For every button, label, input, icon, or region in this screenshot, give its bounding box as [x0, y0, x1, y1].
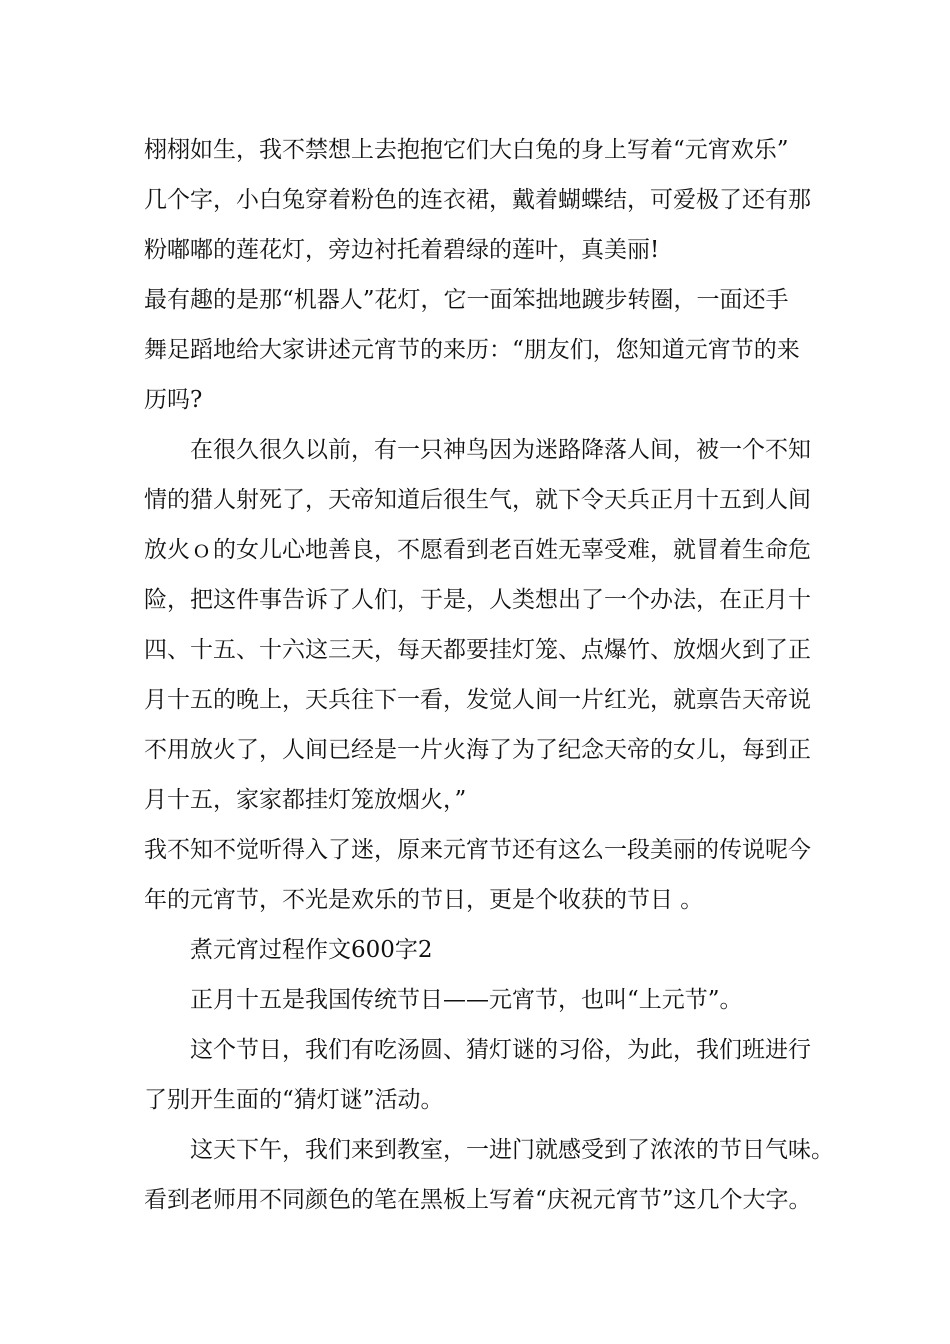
text-line: 情的猎人射死了，天帝知道后很生气，就下令天兵正月十五到人间 [144, 487, 811, 513]
text-line: 这个节日，我们有吃汤圆、猜灯谜的习俗，为此，我们班进行 [190, 1037, 811, 1063]
text-line: 险，把这件事告诉了人们，于是，人类想出了一个办法，在正月十 [144, 587, 811, 613]
text-line: 不用放火了，人间已经是一片火海了为了纪念天帝的女儿，每到正 [144, 737, 811, 763]
text-line: 放火ｏ的女儿心地善良，不愿看到老百姓无辜受难，就冒着生命危 [144, 537, 811, 563]
text-line: 在很久很久以前，有一只神鸟因为迷路降落人间，被一个不知 [190, 437, 811, 463]
text-line: 几个字，小白兔穿着粉色的连衣裙，戴着蝴蝶结，可爱极了还有那 [144, 187, 811, 213]
text-line: 月十五，家家都挂灯笼放烟火，” [144, 787, 467, 813]
text-line: 最有趣的是那“机器人”花灯，它一面笨拙地踱步转圈，一面还手 [144, 287, 789, 313]
text-line: 看到老师用不同颜色的笔在黑板上写着“庆祝元宵节”这几个大字。 [144, 1187, 812, 1213]
text-line: 历吗? [144, 387, 203, 413]
text-line: 栩栩如生，我不禁想上去抱抱它们大白兔的身上写着“元宵欢乐” [144, 137, 789, 163]
text-line: 月十五的晚上，天兵往下一看，发觉人间一片红光，就禀告天帝说 [144, 687, 811, 713]
text-line: 年的元宵节，不光是欢乐的节日，更是个收获的节日 。 [144, 887, 704, 913]
text-line: 了别开生面的“猜灯谜”活动。 [144, 1087, 444, 1113]
text-line: 粉嘟嘟的莲花灯，旁边衬托着碧绿的莲叶，真美丽! [144, 237, 660, 263]
text-line: 正月十五是我国传统节日——元宵节，也叫“上元节”。 [190, 987, 743, 1013]
section-heading: 煮元宵过程作文600字2 [190, 937, 433, 963]
text-line: 我不知不觉听得入了迷，原来元宵节还有这么一段美丽的传说呢今 [144, 837, 811, 863]
text-line: 这天下午，我们来到教室，一进门就感受到了浓浓的节日气味。 [190, 1137, 834, 1163]
text-line: 舞足蹈地给大家讲述元宵节的来历：“朋友们，您知道元宵节的来 [144, 337, 800, 363]
text-line: 四、十五、十六这三天，每天都要挂灯笼、点爆竹、放烟火到了正 [144, 637, 811, 663]
